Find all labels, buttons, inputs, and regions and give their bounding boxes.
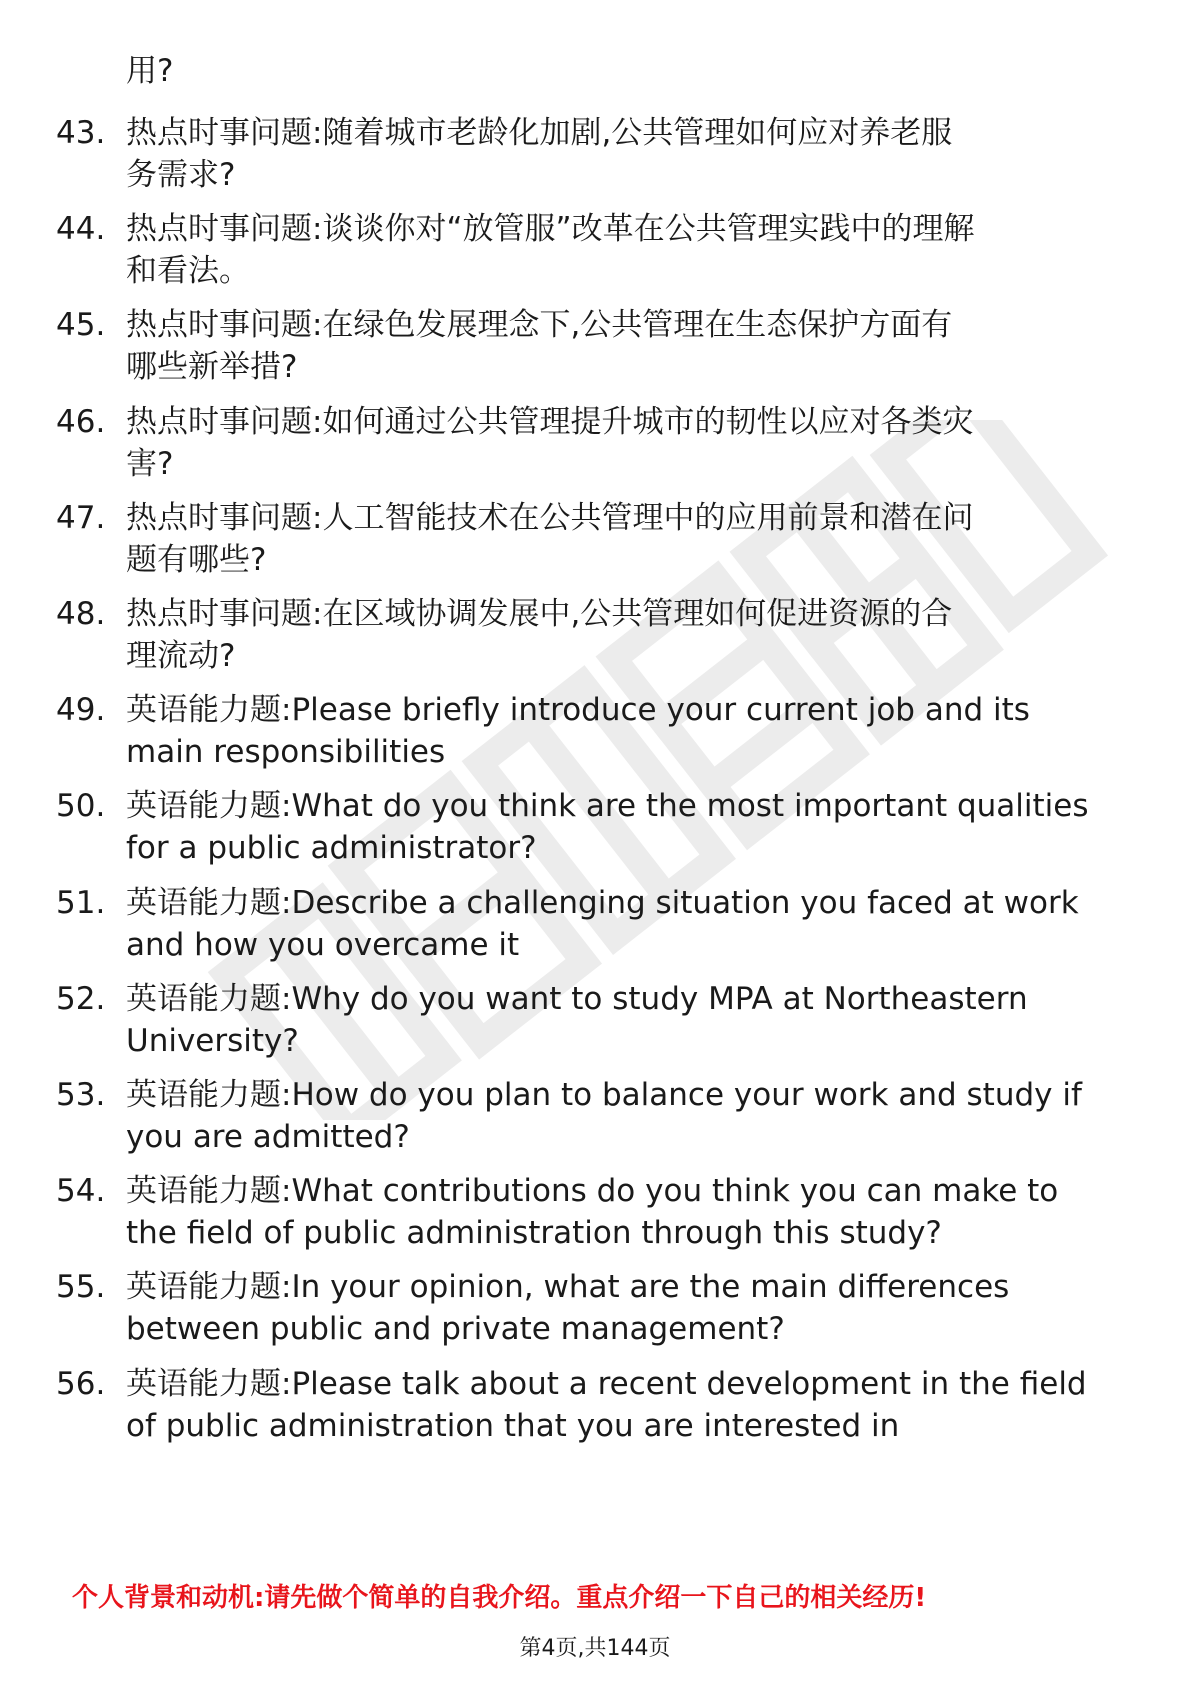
question-line: 害? [126, 445, 174, 482]
question-line: 英语能力题:Why do you want to study MPA at Northeastern [126, 980, 1028, 1017]
list-item [0, 1266, 1190, 1362]
question-number: 47. [56, 499, 106, 536]
list-item [0, 208, 1190, 304]
question-text [126, 401, 1126, 485]
question-line: 和看法。 [126, 253, 250, 290]
question-text [126, 304, 1126, 388]
question-line: 热点时事问题:谈谈你对“放管服”改革在公共管理实践中的理解 [126, 211, 975, 248]
question-line: 哪些新举措? [126, 349, 298, 386]
list-item [0, 785, 1190, 881]
question-line: 热点时事问题:随着城市老龄化加剧,公共管理如何应对养老服 [126, 115, 953, 151]
question-number: 43. [56, 115, 106, 151]
question-line: of public administration that you are interested in [126, 1407, 900, 1444]
section-heading: 个人背景和动机:请先做个简单的自我介绍。重点介绍一下自己的相关经历! [72, 1583, 927, 1613]
question-line: 英语能力题:Please briefly introduce your current job and its [126, 692, 1030, 729]
question-text [126, 1074, 1126, 1158]
question-text [126, 497, 1126, 581]
question-text [126, 112, 1126, 196]
question-number: 52. [56, 980, 106, 1017]
page-footer: 第4页,共144页 [519, 1636, 671, 1661]
question-number: 44. [56, 211, 106, 248]
question-line: between public and private management? [126, 1311, 785, 1348]
question-line: University? [126, 1022, 299, 1059]
question-number: 45. [56, 307, 106, 344]
list-item [0, 882, 1190, 978]
question-number: 49. [56, 692, 106, 729]
question-text [126, 208, 1126, 292]
question-line: for a public administrator? [126, 830, 537, 867]
question-number: 48. [56, 596, 106, 632]
question-line: 英语能力题:Describe a challenging situation you faced at work [126, 884, 1079, 921]
question-line: 务需求? [126, 157, 236, 193]
question-number: 50. [56, 788, 106, 825]
list-item [0, 112, 1190, 208]
question-text [126, 1266, 1126, 1350]
question-text [126, 978, 1126, 1062]
list-item [0, 1170, 1190, 1266]
question-line: 英语能力题:What contributions do you think you can make to [126, 1173, 1059, 1210]
question-line: 热点时事问题:在绿色发展理念下,公共管理在生态保护方面有 [126, 307, 953, 344]
list-item [0, 401, 1190, 497]
question-number: 55. [56, 1269, 106, 1306]
question-line: main responsibilities [126, 734, 446, 771]
question-line: 热点时事问题:在区域协调发展中,公共管理如何促进资源的合 [126, 596, 953, 632]
question-line: 热点时事问题:人工智能技术在公共管理中的应用前景和潜在问 [126, 499, 974, 536]
question-line: 理流动? [126, 638, 236, 674]
question-text [126, 785, 1126, 869]
question-line: and how you overcame it [126, 926, 520, 963]
list-item [0, 689, 1190, 785]
list-item [0, 1363, 1190, 1459]
question-number: 46. [56, 403, 106, 440]
question-number: 56. [56, 1365, 106, 1402]
question-number: 53. [56, 1077, 106, 1113]
question-text [126, 882, 1126, 966]
question-number: 51. [56, 884, 106, 921]
list-item [0, 497, 1190, 593]
question-text [126, 689, 1126, 773]
continued-text: 用? [126, 53, 174, 89]
question-text [126, 1363, 1126, 1447]
list-item [0, 978, 1190, 1074]
question-number: 54. [56, 1173, 106, 1210]
question-line: the field of public administration through this study? [126, 1215, 942, 1252]
list-item [0, 1074, 1190, 1170]
question-line: you are admitted? [126, 1119, 410, 1155]
question-text [126, 1170, 1126, 1254]
question-line: 题有哪些? [126, 541, 267, 578]
question-line: 英语能力题:Please talk about a recent development in the field [126, 1365, 1087, 1402]
question-text [126, 593, 1126, 677]
question-line: 英语能力题:What do you think are the most important qualities [126, 788, 1089, 825]
question-line: 英语能力题:In your opinion, what are the main differences [126, 1269, 1010, 1306]
question-line: 热点时事问题:如何通过公共管理提升城市的韧性以应对各类灾 [126, 403, 974, 440]
list-item [0, 593, 1190, 689]
list-item [0, 304, 1190, 400]
question-line: 英语能力题:How do you plan to balance your work and study if [126, 1077, 1082, 1113]
